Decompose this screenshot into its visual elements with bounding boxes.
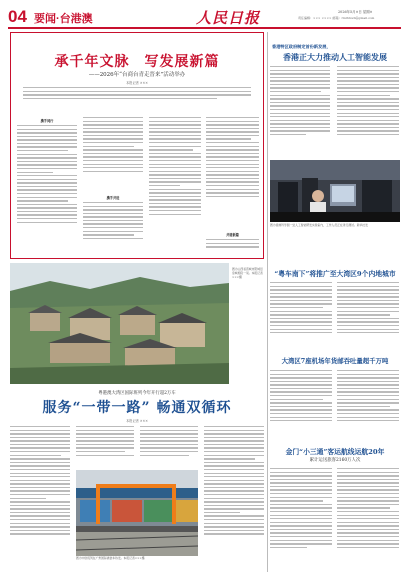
right-bottom-title: 金门“小三通”客运航线运航20年 xyxy=(285,448,385,456)
lead-col-4 xyxy=(206,117,259,229)
right-top-title: 香港正大力推动人工智能发展 xyxy=(283,52,387,62)
lead-article-box xyxy=(10,32,264,259)
ai-lab-photo xyxy=(270,160,400,222)
right-bottom-subtitle: 累计运送旅客2160万人次 xyxy=(309,458,361,463)
bottom-kicker: 粤港澳大湾区国际班列今年开行超2万车 xyxy=(98,391,176,396)
lead-title: 承千年文脉 写发展新篇 xyxy=(54,54,220,70)
header-rule xyxy=(8,27,401,29)
lead-col-3 xyxy=(149,117,201,254)
lead-intro-text xyxy=(23,87,251,109)
section-name: 要闻·台港澳 xyxy=(34,13,93,25)
bottom-col-2 xyxy=(76,426,134,468)
right-top-text xyxy=(270,66,330,158)
right-mid2-text-2 xyxy=(337,370,399,438)
page-header xyxy=(8,6,401,28)
right-top-text-2 xyxy=(337,66,399,158)
lead-subtitle: ——2026年“台商台青走晋来”活动举办 xyxy=(88,72,186,78)
train-photo xyxy=(76,470,198,556)
bottom-byline: 本报记者 ××× xyxy=(126,419,148,423)
lead-subhead-2: 携手共进 xyxy=(106,196,120,200)
bottom-col-4 xyxy=(204,426,264,566)
right-mid2-title: 大湾区7座机场年货邮吞吐量超千万吨 xyxy=(281,357,389,365)
bottom-col-1 xyxy=(10,426,70,566)
page-number: 04 xyxy=(8,7,27,26)
date-line: 2026年5月×日 星期× xyxy=(338,10,373,14)
lead-subhead-3: 共谱新篇 xyxy=(226,233,239,237)
village-photo-caption: 图为山西省晋城市阳城县皇城相府一景。本报记者×××摄 xyxy=(232,267,263,279)
lead-col-2b xyxy=(83,202,143,254)
right-mid-text-1 xyxy=(270,282,332,350)
lead-byline: 本报记者 ××× xyxy=(126,81,148,85)
right-bottom-text-2 xyxy=(337,468,399,572)
right-mid2-text-1 xyxy=(270,370,332,438)
village-photo xyxy=(10,263,229,384)
right-bottom-text-1 xyxy=(270,468,332,572)
right-mid-text-2 xyxy=(337,282,399,350)
bottom-col-3 xyxy=(140,426,198,468)
lead-col-4b xyxy=(206,239,259,255)
right-divider xyxy=(267,32,268,572)
train-caption: 图为中欧班列在广州国际港装车待发。本报记者×××摄 xyxy=(76,556,145,560)
right-top-kicker: 香港特区政府制定首份新发展， xyxy=(272,44,331,49)
bottom-title: 服务“一带一路” 畅通双循环 xyxy=(42,400,232,416)
edit-line: 责任编辑：××× ×××× 邮箱：rmrbhwb@gmail.com xyxy=(298,16,375,20)
right-mid-title: “粤车南下”将推广至大湾区9个内地城市 xyxy=(274,270,396,278)
ai-lab-caption: 图为香港科学园一处人工智能研发实验室内，工作人员正在进行测试。新华社发 xyxy=(270,223,368,227)
lead-subhead-1: 携手同行 xyxy=(40,119,54,123)
newspaper-logo: 人民日报 xyxy=(196,9,261,27)
lead-col-2 xyxy=(83,117,143,192)
lead-col-1 xyxy=(17,125,77,253)
